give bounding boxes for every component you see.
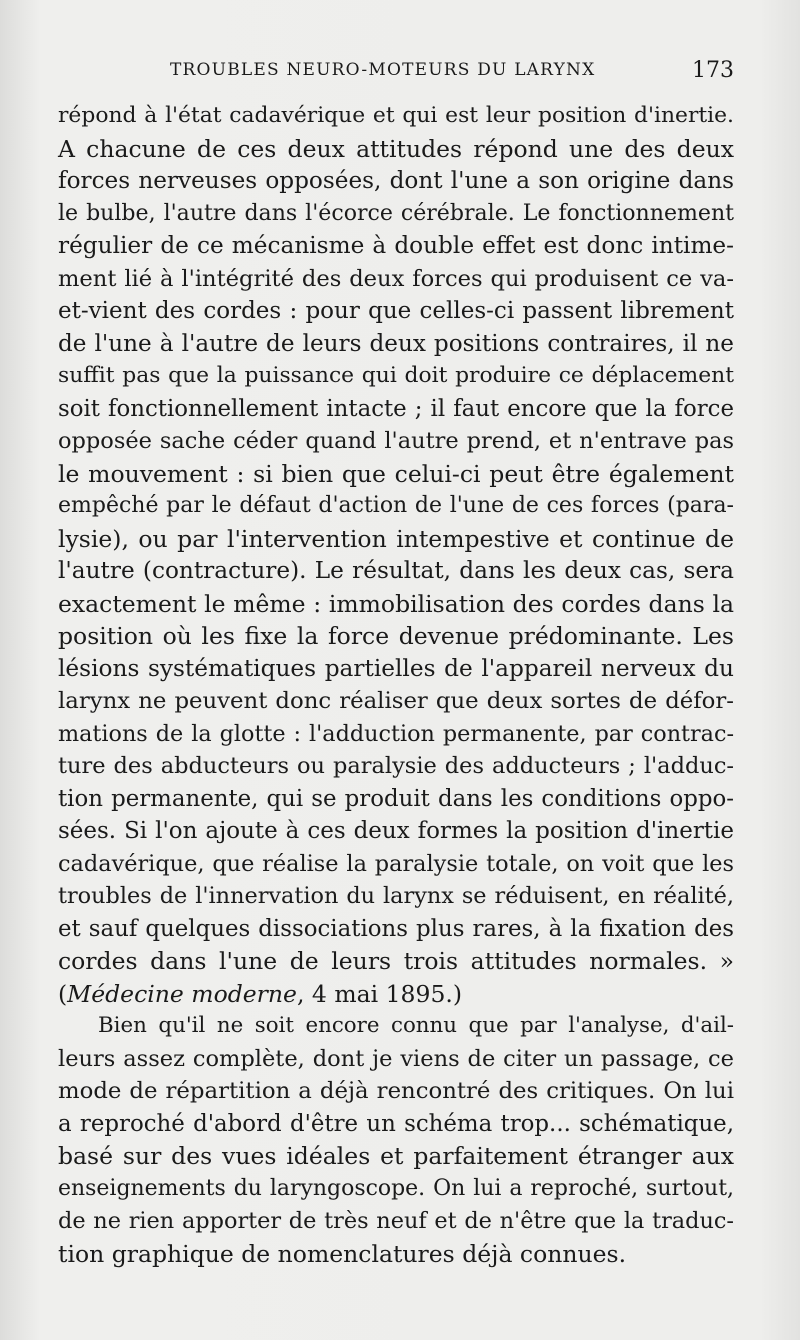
text-line: tion permanente, qui se produit dans les conditions oppo- [58,785,734,812]
text-line: ment lié à l'intégrité des deux forces qui produisent ce va- [58,265,734,292]
text-line: opposée sache céder quand l'autre prend, et n'entrave pas [58,428,734,454]
text-line: A chacune de ces deux attitudes répond une des deux [58,134,734,163]
running-title: TROUBLES NEURO-MOTEURS DU LARYNX [170,60,596,80]
text-line: leurs assez complète, dont je viens de citer un passage, ce [58,1045,734,1072]
text-line: cordes dans l'une de leurs trois attitudes normales. » [58,947,734,975]
text-line: larynx ne peuvent donc réaliser que deux sortes de défor- [58,688,734,714]
citation-journal: Médecine moderne [67,979,297,1008]
text-line: régulier de ce mécanisme à double effet est donc intime- [58,232,734,259]
text-line: répond à l'état cadavérique et qui est leur position d'inertie. [58,103,734,128]
text-line: mode de répartition a déjà rencontré des critiques. On lui [58,1078,734,1104]
text-line: et sauf quelques dissociations plus rares, à la fixation des [58,915,734,942]
text-line: basé sur des vues idéales et parfaitement étranger aux [58,1142,734,1170]
text-line: troubles de l'innervation du larynx se réduisent, en réalité, [58,883,734,909]
text-line: soit fonctionnellement intacte ; il faut encore que la force [58,395,734,422]
text-line: cadavérique, que réalise la paralysie totale, on voit que les [58,850,734,877]
text-line: le bulbe, l'autre dans l'écorce cérébrale. Le fonctionnement [58,200,734,226]
text-line: empêché par le défaut d'action de l'une de ces forces (para- [58,493,734,518]
citation-line [58,978,734,1011]
citation-rest: , 4 mai 1895.) [296,979,463,1008]
text-line: enseignements du laryngoscope. On lui a reproché, surtout, [58,1175,734,1201]
text-line: mations de la glotte : l'adduction permanente, par contrac- [58,720,734,747]
text-line: lésions systématiques partielles de l'appareil nerveux du [58,654,734,682]
text-line: et-vient des cordes : pour que celles-ci passent librement [58,298,734,324]
text-line: ture des abducteurs ou paralysie des adducteurs ; l'adduc- [58,753,734,779]
text-line: le mouvement : si bien que celui-ci peut être également [58,459,734,488]
running-head [60,60,736,88]
text-line: suffit pas que la puissance qui doit produire ce déplacement [58,363,734,388]
text-line: l'autre (contracture). Le résultat, dans les deux cas, sera [58,557,734,584]
text-line: tion graphique de nomenclatures déjà connues. [58,1239,627,1268]
text-line: sées. Si l'on ajoute à ces deux formes la position d'inertie [58,818,734,844]
body-text [58,100,734,1270]
text-line: position où les fixe la force devenue prédominante. Les [58,622,734,650]
text-line: exactement le même : immobilisation des cordes dans la [58,589,734,618]
page-number: 173 [692,58,734,83]
text-line: forces nerveuses opposées, dont l'une a son origine dans [58,168,734,194]
text-line: de ne rien apporter de très neuf et de n'être que la traduc- [58,1208,734,1234]
text-line: Bien qu'il ne soit encore connu que par l'analyse, d'ail- [98,1013,734,1038]
text-line: de l'une à l'autre de leurs deux positions contraires, il ne [58,330,734,357]
citation-open: ( [58,979,68,1008]
text-line: lysie), ou par l'intervention intempestive et continue de [58,524,734,553]
text-line: a reproché d'abord d'être un schéma trop... schématique, [58,1110,734,1137]
